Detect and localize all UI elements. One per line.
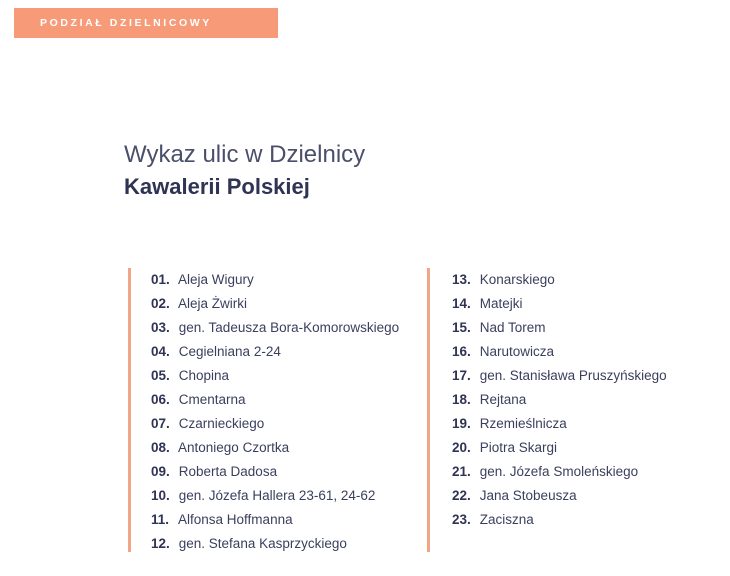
list-item — [452, 484, 667, 508]
item-number: 15. — [452, 320, 471, 335]
list-item — [452, 508, 667, 532]
street-name: Nad Torem — [479, 320, 546, 335]
list-item — [151, 292, 399, 316]
list-item — [452, 460, 667, 484]
item-number: 21. — [452, 464, 471, 479]
item-number: 14. — [452, 296, 471, 311]
list-item — [151, 268, 399, 292]
list-item — [151, 436, 399, 460]
item-number: 01. — [151, 272, 170, 287]
item-number: 20. — [452, 440, 471, 455]
item-number: 23. — [452, 512, 471, 527]
list-item — [151, 508, 399, 532]
street-name: Narutowicza — [479, 344, 555, 359]
list-item — [151, 316, 399, 340]
item-number: 05. — [151, 368, 170, 383]
street-name: Matejki — [479, 296, 523, 311]
title-line-2: Kawalerii Polskiej — [124, 174, 310, 199]
street-name: Rzemieślnicza — [479, 416, 567, 431]
street-list-left — [151, 268, 399, 556]
street-name: Piotra Skargi — [479, 440, 558, 455]
list-item — [151, 460, 399, 484]
item-number: 02. — [151, 296, 170, 311]
street-name: Zaciszna — [479, 512, 534, 527]
item-number: 10. — [151, 488, 170, 503]
street-name: Aleja Wigury — [178, 272, 254, 287]
list-item — [151, 484, 399, 508]
item-number: 16. — [452, 344, 471, 359]
street-name: Roberta Dadosa — [178, 464, 278, 479]
item-number: 04. — [151, 344, 170, 359]
list-item — [452, 292, 667, 316]
item-number: 19. — [452, 416, 471, 431]
page-title — [124, 140, 365, 204]
street-name: Jana Stobeusza — [479, 488, 577, 503]
section-badge: PODZIAŁ DZIELNICOWY — [14, 8, 278, 38]
street-name: Antoniego Czortka — [178, 440, 290, 455]
street-name: gen. Stanisława Pruszyńskiego — [479, 368, 667, 383]
list-item — [452, 436, 667, 460]
street-name: Cegielniana 2-24 — [178, 344, 281, 359]
list-item — [151, 364, 399, 388]
list-item — [452, 340, 667, 364]
street-name: gen. Tadeusza Bora-Komorowskiego — [178, 320, 400, 335]
list-item — [151, 412, 399, 436]
item-number: 08. — [151, 440, 170, 455]
list-item — [452, 364, 667, 388]
street-name: gen. Józefa Smoleńskiego — [479, 464, 639, 479]
item-number: 09. — [151, 464, 170, 479]
item-number: 13. — [452, 272, 471, 287]
item-number: 03. — [151, 320, 170, 335]
street-name: Chopina — [178, 368, 230, 383]
list-item — [151, 532, 399, 556]
item-number: 11. — [151, 512, 170, 527]
item-number: 06. — [151, 392, 170, 407]
street-name: Alfonsa Hoffmanna — [178, 512, 293, 527]
right-column-divider — [427, 268, 430, 552]
street-name: gen. Józefa Hallera 23-61, 24-62 — [178, 488, 376, 503]
street-name: Rejtana — [479, 392, 527, 407]
street-name: gen. Stefana Kasprzyckiego — [178, 536, 347, 551]
street-name: Cmentarna — [178, 392, 246, 407]
street-name: Czarnieckiego — [178, 416, 265, 431]
item-number: 22. — [452, 488, 471, 503]
item-number: 07. — [151, 416, 170, 431]
list-item — [151, 340, 399, 364]
list-item — [452, 412, 667, 436]
list-item — [452, 388, 667, 412]
left-column-divider — [128, 268, 131, 552]
list-item — [151, 388, 399, 412]
street-list-right — [452, 268, 667, 532]
list-item — [452, 268, 667, 292]
item-number: 18. — [452, 392, 471, 407]
item-number: 17. — [452, 368, 471, 383]
street-name: Konarskiego — [479, 272, 555, 287]
item-number: 12. — [151, 536, 170, 551]
list-item — [452, 316, 667, 340]
title-line-1: Wykaz ulic w Dzielnicy — [124, 141, 366, 168]
street-name: Aleja Żwirki — [178, 296, 248, 311]
